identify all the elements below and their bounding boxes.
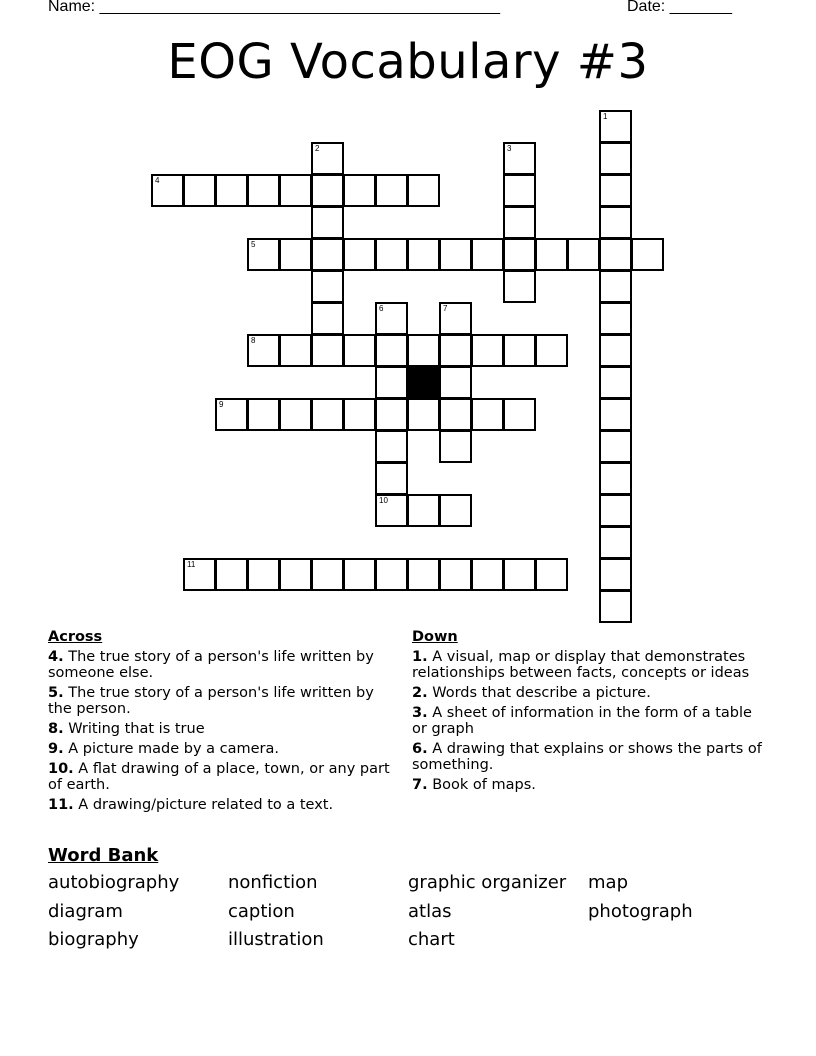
grid-cell[interactable]	[471, 558, 504, 591]
grid-cell[interactable]	[375, 494, 408, 527]
grid-cell[interactable]	[599, 430, 632, 463]
grid-cell[interactable]	[215, 558, 248, 591]
page-title: EOG Vocabulary #3	[167, 34, 649, 90]
grid-cell[interactable]	[599, 558, 632, 591]
grid-cell[interactable]	[439, 398, 472, 431]
grid-cell[interactable]	[407, 174, 440, 207]
grid-cell[interactable]	[343, 558, 376, 591]
grid-cell[interactable]	[375, 558, 408, 591]
date-line: Date: _______	[627, 0, 732, 15]
grid-cell[interactable]	[311, 398, 344, 431]
grid-cell[interactable]	[535, 238, 568, 271]
grid-cell[interactable]	[279, 174, 312, 207]
grid-cell[interactable]	[375, 462, 408, 495]
across-clue	[48, 649, 398, 681]
word-bank-item: illustration	[228, 929, 324, 950]
grid-cell[interactable]	[599, 238, 632, 271]
grid-cell[interactable]	[311, 334, 344, 367]
clue-number: 10.	[48, 761, 74, 777]
grid-cell[interactable]	[375, 398, 408, 431]
grid-cell[interactable]	[279, 398, 312, 431]
word-bank-heading: Word Bank	[48, 845, 159, 866]
down-clue	[412, 705, 762, 737]
clue-text: A picture made by a camera.	[63, 741, 279, 757]
word-bank-item: biography	[48, 929, 139, 950]
grid-cell[interactable]	[311, 558, 344, 591]
clue-number: 4	[155, 176, 160, 185]
grid-cell[interactable]	[599, 142, 632, 175]
grid-cell[interactable]	[311, 206, 344, 239]
grid-cell[interactable]	[439, 558, 472, 591]
down-heading: Down	[412, 629, 458, 645]
grid-cell[interactable]	[375, 366, 408, 399]
clue-text: The true story of a person's life written by the person.	[48, 685, 374, 717]
clue-number: 8	[251, 336, 256, 345]
grid-cell[interactable]	[503, 206, 536, 239]
clue-number: 5.	[48, 685, 64, 701]
grid-cell[interactable]	[599, 494, 632, 527]
grid-cell[interactable]	[599, 398, 632, 431]
grid-cell[interactable]	[215, 398, 248, 431]
clue-text: Writing that is true	[63, 721, 205, 737]
down-clues	[412, 629, 762, 797]
grid-cell[interactable]	[599, 206, 632, 239]
grid-cell[interactable]	[535, 558, 568, 591]
down-clue	[412, 685, 762, 701]
grid-cell[interactable]	[599, 526, 632, 559]
clue-text: Book of maps.	[427, 777, 536, 793]
grid-cell[interactable]	[343, 238, 376, 271]
grid-cell[interactable]	[375, 174, 408, 207]
grid-cell[interactable]	[599, 110, 632, 143]
clue-text: The true story of a person's life written by someone else.	[48, 649, 374, 681]
across-heading: Across	[48, 629, 103, 645]
grid-cell[interactable]	[279, 238, 312, 271]
grid-cell[interactable]	[503, 558, 536, 591]
word-bank-item: caption	[228, 900, 295, 922]
grid-cell[interactable]	[407, 558, 440, 591]
grid-cell[interactable]	[247, 334, 280, 367]
clue-number: 4.	[48, 649, 64, 665]
grid-cell[interactable]	[215, 174, 248, 207]
clue-number: 2.	[412, 685, 428, 701]
clue-number: 1	[603, 112, 608, 121]
grid-cell[interactable]	[439, 302, 472, 335]
grid-cell[interactable]	[407, 398, 440, 431]
grid-cell[interactable]	[535, 334, 568, 367]
grid-cell[interactable]	[503, 142, 536, 175]
grid-cell[interactable]	[439, 494, 472, 527]
word-bank-item: atlas	[408, 900, 452, 922]
grid-cell[interactable]	[247, 238, 280, 271]
word-bank-item: autobiography	[48, 872, 180, 893]
grid-cell[interactable]	[311, 142, 344, 175]
across-clue	[48, 797, 398, 813]
grid-cell[interactable]	[311, 270, 344, 303]
down-list	[412, 649, 762, 793]
grid-cell[interactable]	[599, 462, 632, 495]
grid-cell[interactable]	[311, 238, 344, 271]
grid-cell[interactable]	[279, 558, 312, 591]
grid-cell[interactable]	[343, 334, 376, 367]
word-bank-item: chart	[408, 929, 455, 950]
grid-cell[interactable]	[375, 334, 408, 367]
clue-number: 2	[315, 144, 320, 153]
grid-cell[interactable]	[599, 302, 632, 335]
grid-cell[interactable]	[183, 558, 216, 591]
word-bank-item: diagram	[48, 900, 123, 922]
clue-text: A visual, map or display that demonstrates relationships between facts, concepts or ideas	[412, 649, 750, 681]
grid-cell[interactable]	[503, 174, 536, 207]
grid-cell[interactable]	[439, 334, 472, 367]
grid-cell[interactable]	[599, 590, 632, 623]
down-clue	[412, 777, 762, 793]
grid-cell[interactable]	[247, 558, 280, 591]
clue-number: 7.	[412, 777, 428, 793]
clue-text: A sheet of information in the form of a table or graph	[412, 705, 752, 737]
grid-cell[interactable]	[151, 174, 184, 207]
grid-cell[interactable]	[503, 270, 536, 303]
clue-number: 11.	[48, 797, 74, 813]
clue-number: 5	[251, 240, 256, 249]
clue-number: 3	[507, 144, 512, 153]
across-list	[48, 649, 398, 813]
across-clue	[48, 721, 398, 737]
grid-cell[interactable]	[247, 398, 280, 431]
clue-text: Words that describe a picture.	[427, 685, 651, 701]
across-clue	[48, 685, 398, 717]
grid-cell[interactable]	[343, 398, 376, 431]
clue-number: 9	[219, 400, 224, 409]
grid-cell[interactable]	[311, 302, 344, 335]
grid-cell[interactable]	[471, 334, 504, 367]
grid-cell[interactable]	[439, 366, 472, 399]
grid-cell[interactable]	[599, 366, 632, 399]
clue-number: 10	[379, 496, 388, 505]
grid-cell[interactable]	[375, 430, 408, 463]
grid-cell[interactable]	[439, 238, 472, 271]
clue-number: 11	[187, 560, 196, 569]
down-clue	[412, 649, 762, 681]
grid-cell[interactable]	[439, 430, 472, 463]
word-bank-item: graphic organizer	[408, 872, 567, 893]
across-clue	[48, 761, 398, 793]
grid-cell[interactable]	[183, 174, 216, 207]
clue-number: 7	[443, 304, 448, 313]
grid-cell[interactable]	[279, 334, 312, 367]
clue-number: 6.	[412, 741, 428, 757]
grid-cell[interactable]	[375, 238, 408, 271]
across-clues	[48, 629, 398, 817]
word-bank-item: map	[588, 872, 628, 893]
grid-cell[interactable]	[247, 174, 280, 207]
clue-number: 8.	[48, 721, 64, 737]
clue-number: 6	[379, 304, 384, 313]
grid-cell[interactable]	[631, 238, 664, 271]
word-bank-item: photograph	[588, 900, 693, 922]
clue-text: A drawing/picture related to a text.	[73, 797, 334, 813]
down-clue	[412, 741, 762, 773]
word-bank-item: nonfiction	[228, 872, 318, 893]
name-line: Name: _____________________________________________	[48, 0, 500, 15]
grid-cell[interactable]	[311, 174, 344, 207]
grid-cell[interactable]	[407, 334, 440, 367]
grid-cell[interactable]	[567, 238, 600, 271]
grid-cell[interactable]	[407, 494, 440, 527]
clue-number: 3.	[412, 705, 428, 721]
clue-text: A drawing that explains or shows the parts of something.	[412, 741, 762, 773]
grid-block	[407, 366, 440, 399]
grid-cell[interactable]	[599, 174, 632, 207]
grid-cell[interactable]	[599, 334, 632, 367]
grid-cell[interactable]	[471, 398, 504, 431]
across-clue	[48, 741, 398, 757]
grid-cell[interactable]	[343, 174, 376, 207]
clue-text: A flat drawing of a place, town, or any part of earth.	[48, 761, 390, 793]
grid-cell[interactable]	[471, 238, 504, 271]
clue-number: 9.	[48, 741, 64, 757]
grid-cell[interactable]	[503, 334, 536, 367]
grid-cell[interactable]	[503, 238, 536, 271]
grid-cell[interactable]	[599, 270, 632, 303]
grid-cell[interactable]	[503, 398, 536, 431]
grid-cell[interactable]	[407, 238, 440, 271]
clue-number: 1.	[412, 649, 428, 665]
grid-cell[interactable]	[375, 302, 408, 335]
